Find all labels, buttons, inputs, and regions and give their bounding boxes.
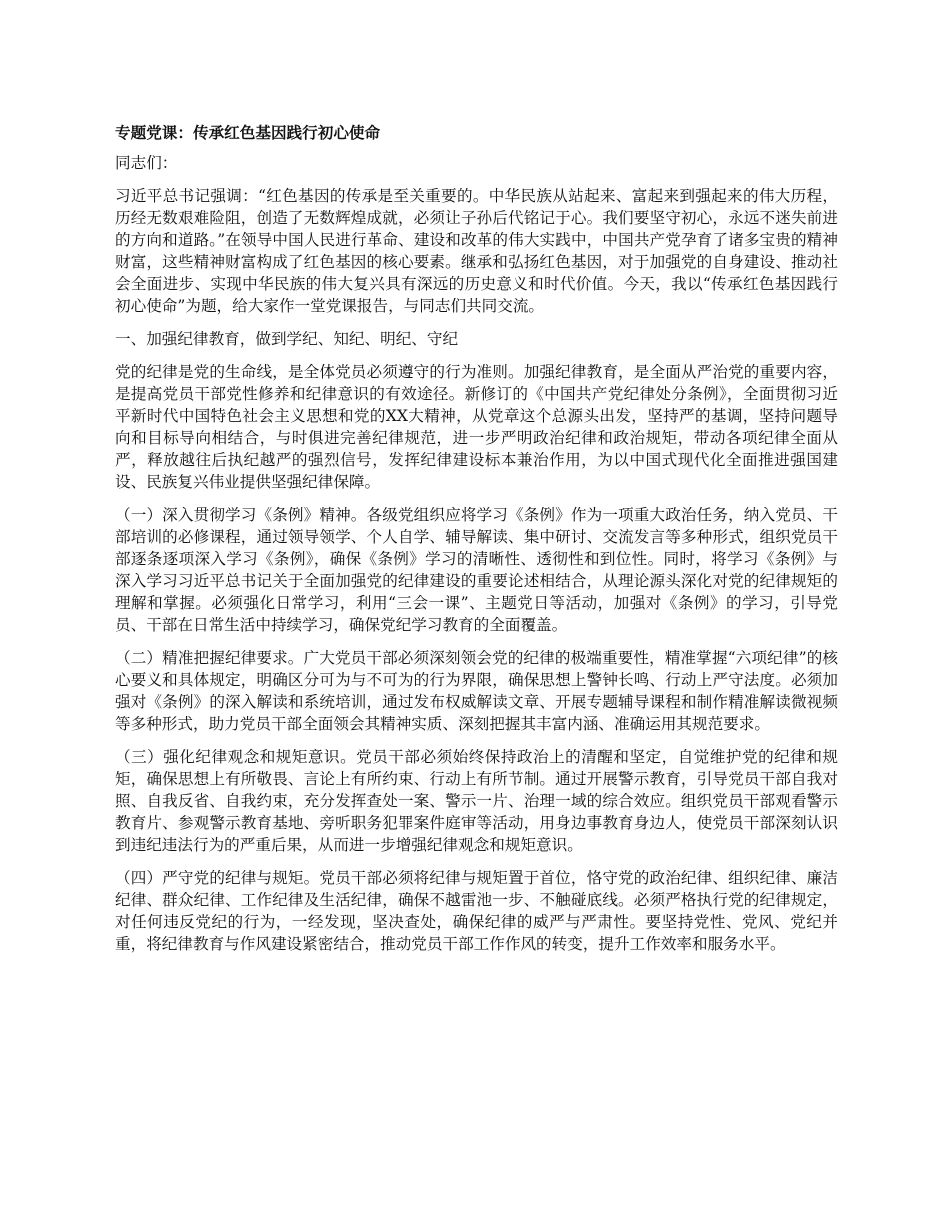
point-4-paragraph: （四）严守党的纪律与规矩。党员干部必须将纪律与规矩置于首位，恪守党的政治纪律、组织纪律、廉洁纪律、群众纪律、工作纪律及生活纪律，确保不越雷池一步、不触碰底线。必须严格执行党的纪律规定，对任何违反党纪的行为，一经发现，坚决查处，确保纪律的威严与严肃性。要坚持党性、党风、党纪并重，将纪律教育与作风建设紧密结合，推动党员干部工作作风的转变，提升工作效率和服务水平。 bbox=[115, 869, 838, 953]
document-page bbox=[115, 122, 838, 966]
point-3-paragraph: （三）强化纪律观念和规矩意识。党员干部必须始终保持政治上的清醒和坚定，自觉维护党的纪律和规矩，确保思想上有所敬畏、言论上有所约束、行动上有所节制。通过开展警示教育，引导党员干部自我对照、自我反省、自我约束，充分发挥查处一案、警示一片、治理一域的综合效应。组织党员干部观看警示教育片、参观警示教育基地、旁听职务犯罪案件庭审等活动，用身边事教育身边人，使党员干部深刻认识到违纪违法行为的严重后果，从而进一步增强纪律观念和规矩意识。 bbox=[115, 748, 838, 854]
section-heading-1: 一、加强纪律教育，做到学纪、知纪、明纪、守纪 bbox=[115, 330, 459, 348]
salutation: 同志们： bbox=[115, 154, 178, 172]
document-title: 专题党课：传承红色基因践行初心使命 bbox=[115, 123, 381, 142]
point-2-paragraph: （二）精准把握纪律要求。广大党员干部必须深刻领会党的纪律的极端重要性，精准掌握“六项纪律”的核心要义和具体规定，明确区分可为与不可为的行为界限，确保思想上警钟长鸣、行动上严守法度。必须加强对《条例》的深入解读和系统培训，通过发布权威解读文章、开展专题辅导课程和制作精准解读微视频等多种形式，助力党员干部全面领会其精神实质、深刻把握其丰富内涵、准确运用其规范要求。 bbox=[115, 649, 838, 733]
intro-paragraph: 习近平总书记强调：“红色基因的传承是至关重要的。中华民族从站起来、富起来到强起来的伟大历程，历经无数艰难险阻，创造了无数辉煌成就，必须让子孙后代铭记于心。我们要坚守初心，永远不迷失前进的方向和道路。”在领导中国人民进行革命、建设和改革的伟大实践中，中国共产党孕育了诸多宝贵的精神财富，这些精神财富构成了红色基因的核心要素。继承和弘扬红色基因，对于加强党的自身建设、推动社会全面进步、实现中华民族的伟大复兴具有深远的历史意义和时代价值。今天，我以“传承红色基因践行初心使命”为题，给大家作一堂党课报告，与同志们共同交流。 bbox=[115, 187, 838, 315]
point-1-paragraph: （一）深入贯彻学习《条例》精神。各级党组织应将学习《条例》作为一项重大政治任务，纳入党员、干部培训的必修课程，通过领导领学、个人自学、辅导解读、集中研讨、交流发言等多种形式，组织党员干部逐条逐项深入学习《条例》，确保《条例》学习的清晰性、透彻性和到位性。同时，将学习《条例》与深入学习习近平总书记关于全面加强党的纪律建设的重要论述相结合，从理论源头深化对党的纪律规矩的理解和掌握。必须强化日常学习，利用“三会一课”、主题党日等活动，加强对《条例》的学习，引导党员、干部在日常生活中持续学习，确保党纪学习教育的全面覆盖。 bbox=[115, 506, 838, 634]
section-1-body: 党的纪律是党的生命线，是全体党员必须遵守的行为准则。加强纪律教育，是全面从严治党的重要内容，是提高党员干部党性修养和纪律意识的有效途径。新修订的《中国共产党纪律处分条例》，全面贯彻习近平新时代中国特色社会主义思想和党的XX大精神，从党章这个总源头出发，坚持严的基调，坚持问题导向和目标导向相结合，与时俱进完善纪律规范，进一步严明政治纪律和政治规矩，带动各项纪律全面从严，释放越往后执纪越严的强烈信号，发挥纪律建设标本兼治作用，为以中国式现代化全面推进强国建设、民族复兴伟业提供坚强纪律保障。 bbox=[115, 363, 838, 491]
